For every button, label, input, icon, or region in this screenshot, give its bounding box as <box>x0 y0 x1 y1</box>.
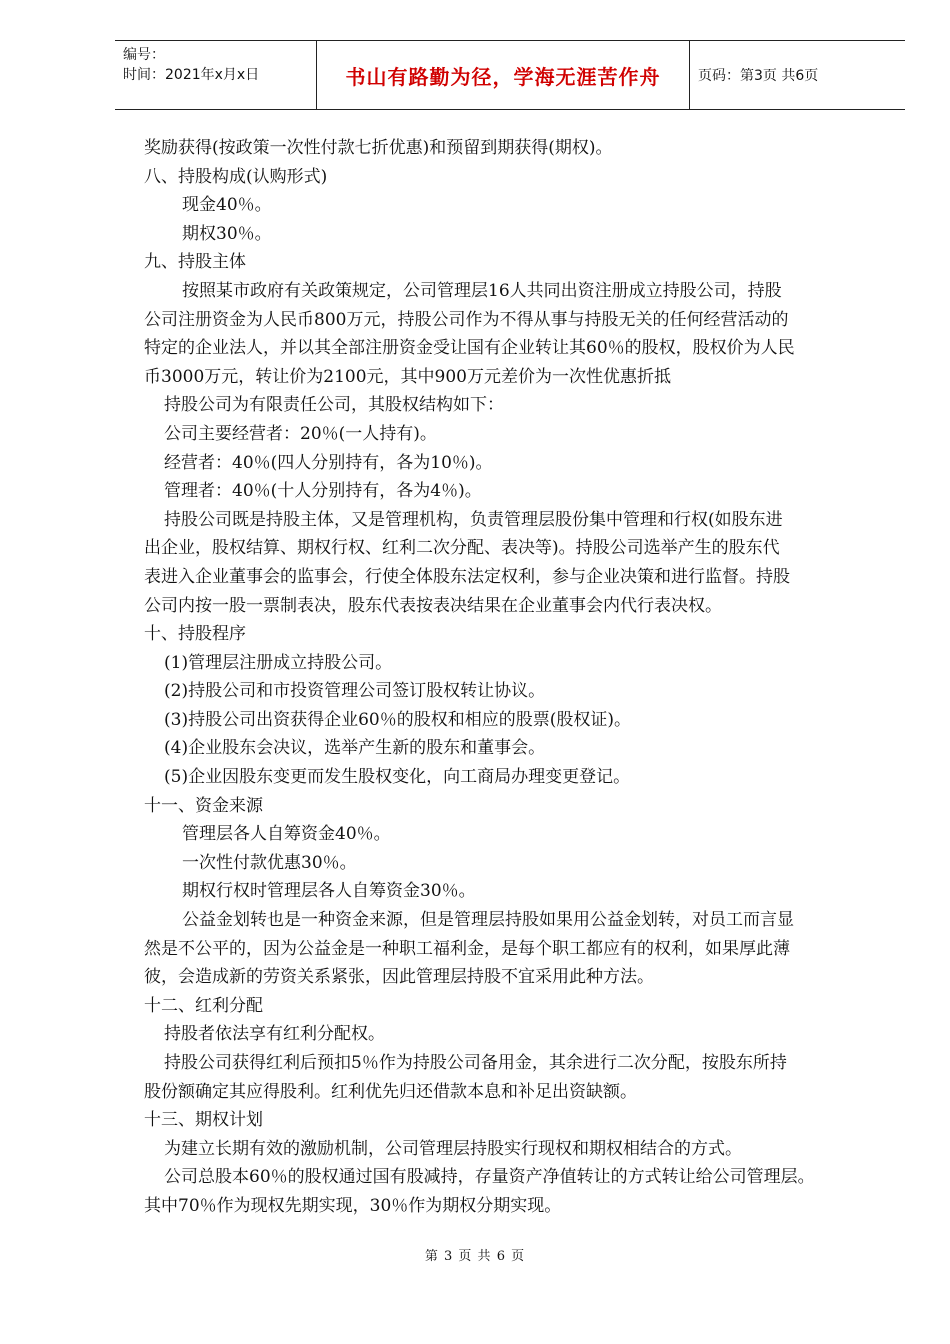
paragraph-line: (4)企业股东会决议，选举产生新的股东和董事会。 <box>164 738 546 759</box>
paragraph-line: 八、持股构成(认购形式) <box>144 166 328 187</box>
document-number: 编号： <box>123 47 165 63</box>
paragraph-line: 其中70％作为现权先期实现，30％作为期权分期实现。 <box>144 1195 562 1216</box>
paragraph-line: (5)企业因股东变更而发生股权变化，向工商局办理变更登记。 <box>164 767 631 788</box>
paragraph-line: 持股公司为有限责任公司，其股权结构如下： <box>164 395 504 416</box>
paragraph-line: 十三、期权计划 <box>144 1110 263 1131</box>
paragraph-line: 公司总股本60％的股权通过国有股减持，存量资产净值转让的方式转让给公司管理层。 <box>164 1167 815 1188</box>
paragraph-line: 十一、资金来源 <box>144 795 263 816</box>
paragraph-line: 奖励获得(按政策一次性付款七折优惠)和预留到期获得(期权)。 <box>144 138 613 158</box>
document-date: 时间：2021年x月x日 <box>123 67 260 83</box>
paragraph-line: 特定的企业法人，并以其全部注册资金受让国有企业转让其60％的股权，股权价为人民 <box>144 338 795 359</box>
paragraph-line: 一次性付款优惠30％。 <box>182 852 357 873</box>
paragraph-line: 期权行权时管理层各人自筹资金30％。 <box>182 881 476 902</box>
paragraph-line: 然是不公平的，因为公益金是一种职工福利金，是每个职工都应有的权利，如果厚此薄 <box>144 938 790 959</box>
paragraph-line: 经营者：40％(四人分别持有，各为10％)。 <box>164 452 493 473</box>
paragraph-line: 现金40％。 <box>182 195 272 216</box>
paragraph-line: 九、持股主体 <box>144 252 246 273</box>
paragraph-line: 出企业，股权结算、期权行权、红利二次分配、表决等)。持股公司选举产生的股东代 <box>144 538 780 559</box>
paragraph-line: 持股公司获得红利后预扣5％作为持股公司备用金，其余进行二次分配，按股东所持 <box>164 1053 787 1073</box>
paragraph-line: 公司注册资金为人民币800万元，持股公司作为不得从事与持股无关的任何经营活动的 <box>144 309 789 330</box>
paragraph-line: 持股公司既是持股主体，又是管理机构，负责管理层股份集中管理和行权(如股东进 <box>164 509 783 530</box>
header-meta <box>115 41 316 109</box>
header-motto: 书山有路勤为径，学海无涯苦作舟 <box>316 41 690 109</box>
paragraph-line: 十二、红利分配 <box>144 995 263 1016</box>
paragraph-line: 币3000万元，转让价为2100元，其中900万元差价为一次性优惠折抵 <box>144 366 671 387</box>
paragraph-line: (2)持股公司和市投资管理公司签订股权转让协议。 <box>164 681 546 702</box>
paragraph-line: (1)管理层注册成立持股公司。 <box>164 652 393 673</box>
page-header <box>115 40 905 110</box>
paragraph-line: 按照某市政府有关政策规定，公司管理层16人共同出资注册成立持股公司，持股 <box>182 280 782 301</box>
paragraph-line: 公益金划转也是一种资金来源，但是管理层持股如果用公益金划转，对员工而言显 <box>182 910 794 931</box>
page-footer: 第 3 页 共 6 页 <box>424 1249 526 1264</box>
paragraph-line: 为建立长期有效的激励机制，公司管理层持股实行现权和期权相结合的方式。 <box>164 1138 742 1159</box>
paragraph-line: 十、持股程序 <box>144 624 246 645</box>
document-body <box>144 134 904 1221</box>
header-page-number: 页码：第3页 共6页 <box>698 68 819 84</box>
paragraph-line: 管理层各人自筹资金40％。 <box>182 824 391 845</box>
paragraph-line: 公司内按一股一票制表决，股东代表按表决结果在企业董事会内代行表决权。 <box>144 595 722 616</box>
paragraph-line: 管理者：40％(十人分别持有，各为4％)。 <box>164 481 482 502</box>
paragraph-line: (3)持股公司出资获得企业60％的股权和相应的股票(股权证)。 <box>164 709 631 730</box>
paragraph-line: 公司主要经营者：20％(一人持有)。 <box>164 423 437 444</box>
paragraph-line: 表进入企业董事会的监事会，行使全体股东法定权利，参与企业决策和进行监督。持股 <box>144 566 790 587</box>
paragraph-line: 彼，会造成新的劳资关系紧张，因此管理层持股不宜采用此种方法。 <box>144 967 654 988</box>
paragraph-line: 股份额确定其应得股利。红利优先归还借款本息和补足出资缺额。 <box>144 1081 637 1102</box>
paragraph-line: 持股者依法享有红利分配权。 <box>164 1024 385 1045</box>
paragraph-line: 期权30％。 <box>182 223 272 244</box>
